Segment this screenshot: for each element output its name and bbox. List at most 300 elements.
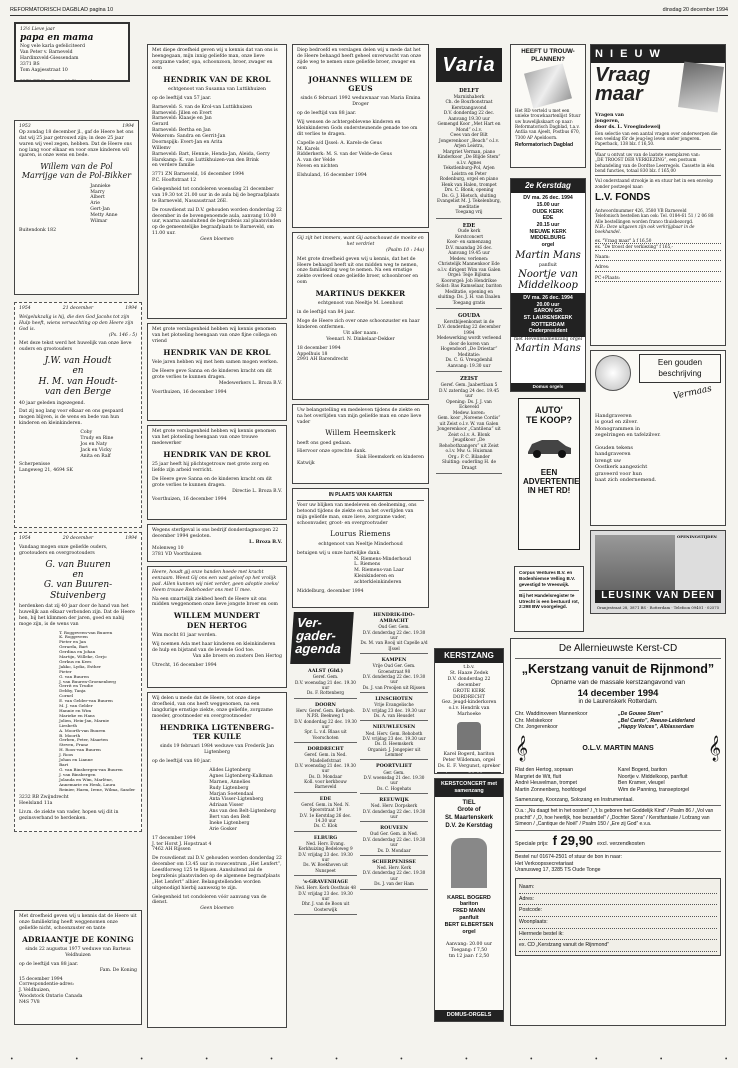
ad-text-2: betuigen wij u onze hartelijke dank. [297, 550, 381, 556]
order-fields [595, 255, 721, 283]
child-name: K. Roggeveen [59, 634, 88, 640]
ad-text-3: Dat zij nog lang voor elkaar en ons gespaard mogen blijven, is de wens en bede van hun kinderen en kleinkinderen. [19, 409, 124, 427]
child-name: Marieke en Hans [59, 712, 95, 718]
ad-text-2: Wij noemen Ada met haar kinderen en kleinkinderen de hulp en bijstand van de levende God toe. [152, 642, 276, 653]
child-name: M. J. van Gelder [59, 703, 93, 709]
kerstconcert-footer: DOMUS-ORGELS [435, 1010, 503, 1021]
choir-row-cell: Chr. Waddinxveen Mannenkoor [515, 710, 588, 717]
soloist-row-cell: Riat den Hertog, sopraan [515, 767, 573, 774]
kerstdag-body-3: DV ma. 26 dec. 1994 20.00 uur SARON GR ST. LAURENSKERK ROTTERDAM Onderpresident [511, 293, 585, 337]
divider [294, 792, 357, 793]
year-left: 1954 [19, 536, 31, 541]
order-line-2[interactable]: ex. "De troost der verkiezing" f 165,- [595, 244, 721, 250]
kerst-cd-ad [510, 638, 726, 1026]
agenda-entry [294, 668, 357, 699]
kerstzang-body: t.b.v. St. Haaze Zedek D.V. donderdag 22 december GROTE KERK DORDRECHT Gez. jeugd-kinderkoren o.l.v. Hendrik van Marhoeke [441, 665, 497, 718]
family-member: Gerard [152, 122, 169, 128]
soloist-row-cell: André Heuvelman, trompet [515, 780, 577, 787]
kerstdag-body-4: met Hevelinsamenzang orgel [513, 337, 583, 343]
varia-entry-ede [436, 223, 502, 310]
soloist-row [515, 787, 721, 794]
family-member: M. Karels [297, 146, 320, 152]
family-member: Ridderkerk: M. S. van der Velde-de Geus [297, 152, 392, 158]
footer-mark: • [334, 1056, 339, 1063]
price-value: f 29,90 [552, 832, 594, 848]
child-name: H. Roos-van Buuren [59, 747, 101, 753]
kerstconcert-body: TIEL Grote of St. Maartenskerk D.V. 2e Kerstdag [444, 799, 494, 829]
child-name: Steven, Franz [59, 742, 88, 748]
child-name: Cornel [59, 693, 74, 699]
choir-row-cell: „Bel Canto”, Reeuw-Leiderland [618, 717, 695, 724]
choir-row [515, 711, 721, 718]
order-form-field[interactable]: ex. CD „Kerstzang vanuit de Rijnmond” [519, 940, 717, 952]
varia-entry-details: Oude kerk Kerstconcert Koor- en samenzang D.V. maandag 26 dec. Aanvang 19.45 uur Medew. verlenen: Christelijk Mannenkoor Ede o.l.v. dirigent Wim van Galen Orgel: Teije Bijlsma Koororgel: Job Hendrikse Solist: Bas Ramselaar, bariton Meditatie, opening en sluiting: Ds. J. H. van Daalen Toegang gratis [436, 229, 502, 306]
ad-sub: echtgenoot van Susanna van Luttikhuizen [168, 86, 266, 92]
agenda-entry [360, 657, 428, 693]
agenda-entry [294, 835, 357, 876]
agenda-entry-details: Vrije Oud Ger. Gem. Groenstraat 98 D.V. donderdag 22 dec. 19.30 uur Ds. J. van Prooijen uit Rijssen [362, 663, 426, 690]
ad-text: Vandaag mogen onze geliefde ouders, grootouders en overgrootouders [19, 544, 108, 556]
ad-sub: sinds 22 augustus 1977 weduwe van Barteus Veldhuizen [25, 947, 131, 958]
agenda-entry-place: ELBURG [313, 834, 338, 841]
opening-hours [677, 535, 721, 591]
footer-mark: • [464, 1056, 469, 1063]
child-name: Liesbeth [59, 722, 77, 728]
child-name: Hannie en Wim [59, 708, 92, 713]
agenda-entry-details: Ned. Herv. Kerk D.V. donderdag 22 dec. 19.30 uur Ds. J. van der Ham [362, 865, 426, 887]
ad-text-2: Gelegenheid tot condoleren woensdag 21 december van 19.30 tot 21.00 uur in de aula bij de begraafplaats te Barneveld, Nassaustraat 26E. [152, 187, 280, 204]
child-name: Wilmar [90, 218, 108, 224]
child-name: Annemarie en Henk, Laura [59, 781, 116, 787]
funeral-ad-ligtenberg [147, 692, 287, 1028]
deceased-name: HENDRIK VAN DE KROL [163, 449, 271, 459]
agenda-entry-place: REEUWIJK [379, 797, 409, 803]
order-form-field[interactable]: Postcode: [519, 905, 717, 917]
ad-text-2: De rouwdienst zal D.V. gehouden worden donderdag 22 december om 13.45 uur in rouwcentrum „Het Lenfert”, Leesfdorweg 125 te Rijssen. Aansluitend zal de begrafenis plaatsvinden op de algemene begraafplaats „Het Lenfert” alhier. Belangstellenden worden uitgenodigd hierbij aanwezig te zijn. [152, 856, 282, 891]
child-name: Jakko, Lydia, Esther [59, 663, 101, 669]
varia-entry-details: Marnixhaberk Ch. de Bourbonstraat Kerstzangavond D.V. donderdag 22 dec. Aanvang 19.30 uur Gemengd Koor „Met Hart en Mond” o.l.v. Cees van der Bilt Jongerenkoor „Beach” o.l.v. Arjen Leistra, Margriet Verman, piano Kinderkoor „De Blijde Stem” o.l.v. Agnes Tekstlenburg-Pol, Arjen Leistra en Peter Rodenburg, orgel en piano Henk van Halen, trompet Drs. C. Blonk, opening Ds. G. J. Hietsch, sluiting Evangelist M. J. Tekelenburg, meditatie Toegang vrij [436, 94, 502, 216]
header-right: dinsdag 20 december 1994 [662, 7, 728, 14]
ad-quote: Heere, houdt gij onze handen hoede met kracht eenzaam. Weest Gij ons een vast geloof op het vrolijk pad. Allen kunnen wij niet verder, geen adoptie zoeks/ Neem trouwe Redehoeder ons met U mee. [152, 570, 279, 593]
family-member: Harskamp: K. van Luttikhuizen-van den Brink [152, 157, 259, 163]
family-member: Ans van den Belt-Ligtenberg [209, 809, 276, 815]
ad-address: 3771 ZN Barneveld, 16 december 1994 P.C. Hooftstraat 12 [152, 172, 245, 184]
family-member: Adriaan Visser [209, 803, 244, 809]
nieuw-banner: N I E U W [591, 45, 725, 63]
funeral-ad-dekker [292, 232, 429, 400]
kerstzang-aanvang [437, 772, 501, 774]
divider [436, 218, 502, 219]
varia-entry-delft [436, 88, 502, 219]
cd-sub: Opname van de massale kerstzangavond van [550, 678, 686, 686]
ad-text-2: Moge de Heere zich over onze schoonzuster en haar kinderen ontfermen. [297, 319, 420, 331]
footer-mark: • [594, 1056, 598, 1063]
child-name: Jolien, Hein-Jan, Marnie [59, 717, 110, 723]
divider [360, 692, 428, 693]
footer-mark: • [269, 1056, 274, 1063]
child-name: J. van Buuren-Groenenberg [59, 678, 116, 684]
funeral-ad-krol-colleagues [147, 323, 287, 421]
fonds-address: Antwoordnummer 426, 3580 VB Barneveld Telefonisch bestellen kan ook: Tel. 0184-61 51 / 2 06 88 Alle bestellingen worden franco thuisbezorgd. [595, 207, 714, 224]
agenda-entry-place: HENDRIK-IDO-AMBACHT [373, 612, 415, 625]
order-field[interactable]: Naam: [595, 255, 721, 262]
birthday-ad-lines [20, 27, 124, 74]
varia-entry-details: Geref. Gem. Jaabertlaan 5 D.V. zaterdag 24 dec. 19.45 uur Opening: Ds. J. J. van Eckeveld Medew. koren: Gem. koor „Noreene Cordis” uit Zeist o.l.v. W. van Galen Jongerenkoor „Cantilena” uit Zeist o.l.v. A. Blonk Jeugdkoor „De Rehobothzangers” uit Zeist o.l.v. Mw. G. Huisman Org.: P. C. Bilander Sluiting: ouderling H. de Draagt [437, 383, 501, 471]
agenda-entry-details: Oud Ger. Gem. in Ned. D.V. donderdag 22 dec. 19.30 uur Ds. D. Mondaar [362, 831, 426, 853]
order-field[interactable]: Adres: [595, 265, 721, 272]
agenda-entry-place: ROUVEEN [380, 825, 408, 832]
footer-mark: • [529, 1056, 534, 1063]
agenda-entry [360, 612, 428, 654]
family-member: Marjan Soetendaal [209, 791, 254, 797]
kerstdag-artist: Martin Mans [515, 250, 581, 262]
divider [294, 831, 357, 832]
agenda-entry-place: SCHERPENISSE [372, 858, 416, 865]
soloist-row-cell: Martin Zonnenberg, hoofdorgel [515, 787, 587, 794]
child-name: Pieter [59, 668, 72, 674]
ad-sub: echtgenoot van Neeltje M. Leenhout [317, 301, 404, 307]
ad-signature: Siak Heemskerk en kinderen [356, 455, 424, 461]
ad-footer: Utrecht, 16 december 1994 [152, 662, 217, 668]
kerstconcert-names: KAREL BOGERD bariton FRED MANN panfluit BERT ELBERTSEN orgel [444, 894, 494, 936]
deceased-name: HENDRIKA LIGTENBERG- TER KUILE [159, 722, 275, 741]
child-name: Albert [90, 195, 105, 201]
agenda-entry [360, 797, 428, 822]
closure-notice [147, 524, 287, 562]
corpus-body: Corpus Ventures B.V. en Bodenhiemse Velling B.V. gevestigd te Vreeswijk. [519, 570, 575, 587]
price-label: Speciale prijs: [515, 840, 549, 847]
header-left: REFORMATORISCH DAGBLAD pagina 10 [10, 7, 114, 14]
family-member: Barneveld: Klaasje en Jan [152, 116, 212, 122]
agenda-list-right [360, 612, 428, 893]
cd-price-row [515, 833, 721, 850]
agenda-entry [294, 879, 357, 915]
kerstdag-title: 2e Kerstdag [511, 179, 585, 193]
agenda-entry [294, 702, 357, 743]
agenda-entry-place: DOORN [315, 701, 336, 708]
footer-mark: • [399, 1056, 404, 1063]
kerstdag-body: DV ma. 26 dec. 1994 15.00 uur OUDE KERK EDE 20.15 uur NIEUWE KERK MIDDELBURG orgel [523, 195, 573, 248]
child-name: G. van Binsbergen-van Buuren [59, 766, 123, 772]
kerstzang-names: Karel Bogerd, bariton Peter Wildeman, orgel Ds. E. F. Vergunst, spreker [437, 752, 501, 769]
footer-mark: • [659, 1056, 663, 1063]
soloist-row [515, 774, 721, 781]
order-form-field[interactable]: Woonplaats: [519, 917, 717, 929]
soloist-row-cell: Margriet de Wit, fluit [515, 773, 562, 780]
anniversary-ad-buuren [14, 532, 142, 832]
kerstdag-artist-2: Noortje van Middelkoop [518, 269, 578, 292]
ad-sub: sinds 19 februari 1984 weduwe van Frederik Jan Ligtenberg [159, 744, 274, 756]
kerstconcert-aanvang: Aanvang: 20.00 uur Toegang: f 7,50 tm 12 jaar: f 2,50 [446, 941, 492, 959]
divider [360, 653, 428, 654]
child-name: Jos en Naty [80, 441, 108, 447]
trouwplannen-ad [510, 44, 586, 168]
child-name: J. van Binsbergen [59, 771, 96, 777]
cd-genres: Samenzang, Koorzang, Solozang en Instrumentaal. [515, 796, 634, 803]
child-name: B. Moorth [59, 732, 81, 738]
order-field[interactable]: PC+Plaats: [595, 276, 721, 283]
child-name: Pieter en Jan [59, 639, 87, 645]
opening-hours-title: OPENINGSTIJDEN [677, 534, 717, 539]
book-cover-image [678, 62, 724, 113]
order-form [515, 878, 721, 956]
auto-ad [518, 398, 580, 550]
divider [360, 720, 428, 721]
family-member: Barneveld: Bertha en Jan [152, 128, 211, 134]
child-name: Marry [90, 189, 105, 195]
divider [360, 759, 428, 760]
birthday-footer [20, 80, 124, 82]
divider [360, 793, 428, 794]
agenda-entry-details: Ned. Herv. Dorpskerk D.V. donderdag 22 dec. 19.30 uur [362, 803, 426, 819]
year-right: 1994 [122, 124, 134, 129]
ad-footer: 18 december 1994 Appelhuis 18 2991 AH Barendrecht [297, 345, 349, 363]
auto-title: AUTO' TE KOOP? [525, 405, 572, 425]
trouw-title: HEEFT U TROUW- PLANNEN? [521, 48, 575, 63]
deceased-name: JOHANNES WILLEM DE GEUS [308, 74, 413, 93]
deceased-name: HENDRIK VAN DE KROL [163, 347, 271, 357]
soloist-row-cell: Wim de Panning, transeptorgel [618, 787, 690, 794]
family-member: A. van der Velde [297, 158, 336, 164]
birthday-line: Van Peter v. Barneveld [20, 50, 73, 56]
kerstconcert-ad [434, 778, 504, 1022]
birthday-line: 3371 BS [20, 62, 40, 68]
ad-footer: Voorthuizen, 16 december 1994 [152, 497, 227, 503]
deceased-name: ADRIAANTJE DE KONING [22, 934, 134, 944]
soloist-row-cell: Karel Bogerd, bariton [618, 767, 668, 774]
vraag-text: Een selectie van een aantal vragen over onderwerpen die een veeldag för de jeug-leg leven onder jongeren. Paperback, 138 blz. f 16,50. [595, 130, 718, 147]
trouw-footer: Reformatorisch Dagblad [515, 142, 574, 149]
divider [436, 473, 502, 474]
agenda-entry-place: KAMPEN [381, 657, 407, 664]
family-member: Doornspijk: Evert-Jan en Arita [152, 139, 223, 145]
family-member: Bert van den Belt [209, 815, 251, 821]
family-member: Rudy Ligtenberg [209, 785, 249, 791]
ad-age: op de leeftijd van 80 jaar. [152, 759, 212, 765]
soloist-row [515, 767, 721, 774]
order-form-field[interactable]: Adres: [519, 894, 717, 906]
kerstdag-artist-3: Martin Mans [515, 342, 581, 354]
divider [436, 308, 502, 309]
ad-text-3: De Heere geve Sanna en de kinderen kracht om dit grote verlies te kunnen dragen. [152, 368, 272, 380]
funeral-ad-krol-family [147, 44, 287, 319]
agenda-list-left [294, 668, 357, 918]
family-member: M. Riemens-van Laar [354, 568, 404, 574]
divider [294, 698, 357, 699]
date-mid: 21 december [62, 306, 94, 311]
agenda-entry-place: NIEUWLEUSEN [372, 724, 416, 731]
agenda-entry-place: EDE [319, 795, 332, 802]
birthday-line: Tom Aapjesstraat 10 [20, 67, 68, 73]
ad-quote-ref: (Psalm 10 : 14a) [386, 247, 424, 253]
child-name: Trudy en Rine [80, 435, 114, 441]
order-line-1[interactable]: ex. "Vraag maar" à f 16,50 [595, 238, 721, 244]
family-member: Wekerom: Sandra en Gerrit-Jan [152, 134, 226, 140]
ad-signature: Uit aller naam: Veenarl. N. Dinkelaar-Dekker [326, 330, 395, 342]
cd-place: in de Laurenskerk Rotterdam. [578, 699, 658, 706]
deceased-name: Lourus Riemens [330, 529, 391, 538]
leusink-address: Oranjestraat 28, 3871 BS · Rotterdam · Telefoon 09401 · 02575 [596, 605, 720, 611]
divider [360, 821, 428, 822]
child-name: Gerarda, Bart [59, 644, 88, 650]
ad-signature: Geen bloemen [200, 906, 234, 912]
child-name: Gert-Jan [90, 207, 110, 213]
shop-photo [595, 535, 675, 591]
leusink-ad [590, 530, 726, 614]
ad-text-2: herdenken dat zij 40 jaar door de hand van het huwelijk aan elkaar verbonden zijn. Dat de Heere hen, bij het klimmen der jaren, goed en nabij moge zijn, is de wens van [19, 604, 135, 627]
child-name: Johan en Lianne [59, 757, 93, 763]
ad-text: Na een smartelijk ziekbed heeft de Heere uit ons midden weggenomen onze lieve jongste broer en oom [152, 596, 278, 608]
vraag-sub: Vragen van jongeren, door ds. L. Vroegindeweij [595, 113, 661, 130]
ad-footer: 3232 RB Zwijndrecht Heelsland 11a [19, 795, 69, 807]
treble-clef-icon: 𝄞 [515, 735, 529, 761]
gouden-ad [590, 350, 726, 526]
ad-footer: Katwijk [297, 461, 315, 467]
kerstzang-ad [434, 648, 504, 774]
order-text: Vul onderstaand strookje in en stuur het in een envelop zonder postzegel naar: [595, 178, 714, 189]
family-member: Alides Ligtenberg [209, 768, 251, 774]
family-member: Kleinkinderen en achterkleinkinderen [354, 574, 402, 586]
kerstdag-footer: Domus orgels [511, 383, 585, 391]
psalm-quote: Welgelukzalig is hij, die den God Jacobs tot zijn Hulp heeft, wiens verwachting op den Heere zijn God is. [19, 314, 134, 332]
ad-age: in de leeftijd van 84 jaar. [297, 310, 355, 316]
footer-mark: • [724, 1056, 728, 1063]
funeral-ad-koning [14, 910, 142, 1025]
child-name: Metty Anne [90, 213, 118, 218]
psalm-ref: (Ps. 146 : 5) [109, 332, 137, 338]
agenda-entry-place: LINSCHOTEN [375, 696, 413, 703]
family-member: Willemv [152, 145, 171, 151]
agenda-entry-details: Ned. Herv. Gem. Rehoboth D.V. vrijdag 23 dec. 19.30 uur Ds. D. Heemskerk Organist: J. Jongepier uit Lemmer [362, 730, 426, 757]
kerstzang-title: KERSTZANG [435, 649, 503, 663]
funeral-ad-hertog [147, 566, 287, 688]
year-right: 1994 [125, 306, 137, 311]
cd-conductor: O.L.V. MARTIN MANS [582, 744, 654, 752]
family-list [297, 141, 424, 170]
ad-footer: Voorthuizen, 16 december 1994 [152, 389, 227, 395]
order-form-field[interactable]: Hierrnede bestel ik: [519, 929, 717, 941]
divider [360, 855, 428, 856]
ad-text-2: 40 jaar geleden ingezegend. [19, 400, 86, 406]
varia-entry-place: EDE [462, 222, 476, 229]
ad-signature: L. Broza B.V. [249, 539, 282, 545]
ad-text-2: 25 jaar heeft hij plichtsgetrouw met grote zorg en liefde zijn arbeid verricht. [152, 462, 269, 473]
family-member: Barneveld: S. van de Krol-van Luttikhuizen [152, 104, 253, 110]
family-member: Agnes Ligtenberg-Kalkman [209, 773, 273, 779]
gouden-title: Een gouden beschrijving [639, 354, 721, 383]
ring-logo [595, 355, 631, 391]
soloist-list [515, 767, 721, 794]
order-form-field[interactable]: Naam: [519, 882, 717, 894]
divider [294, 914, 357, 915]
cd-songs: O.a.: „Nu daagt het in het oosten” / „'t Is geboren het Goddelijk Kind” / Psalm 86 / „Vol van prachtt” / „O, hoe heerlijk, hoe bezaetdel” / „Dochter Sions” / Kerstfantasie / Lofzang van Simeon / „Cantique de Noël” / Psalm 150 / „Ere zij God” e.v.a. [515, 808, 714, 828]
gouden-text: Handgraveren is goud en zilver. Monogrammen in zegelringen en tafelzilver. Gouden tekens handgraveren brengt uw Oostkerk aangezicht graveerd voor hun baat zich ondernemend. [595, 413, 661, 483]
ad-age: op de leeftijd van 88 jaar. [297, 111, 357, 117]
ad-signature: Geen bloemen [200, 237, 234, 243]
couple-names: G. van Buuren en G. van Buuren-Stuivenberg [43, 559, 113, 601]
ad-age: op de leeftijd van 57 jaar. [152, 95, 212, 101]
child-name: Jannieke [90, 183, 111, 189]
kerstdag-ad [510, 178, 586, 392]
corpus-notice [514, 566, 584, 632]
title2: Waar u ontvat uw van de laatste exemplaren van: „DE TROOST DER VERKIEZING”, een postuum behandeling van de Dordtse Leerregels. Cassette in één bond functies, totaal 830 blz. f 165,00 [595, 151, 715, 173]
agenda-entry [360, 763, 428, 794]
page-footer-marks [10, 1056, 728, 1064]
year-left: 1954 [19, 306, 31, 311]
birthday-line: papa en mama [20, 32, 94, 43]
agenda-entry-details: Geref. Gem. in Ned. N. Spoorstraat 19 D.V. 1e Kerstdag 26 dec. 14.30 uur Ds. C. Klok [299, 801, 352, 829]
family-member: Neven en nichten [297, 164, 339, 170]
ad-age: Wim mocht 81 jaar worden. [152, 633, 217, 639]
child-name: Jack en Vicky [80, 447, 112, 453]
thanks-ad-riemens [292, 488, 429, 608]
date-mid: 20 december [62, 536, 94, 541]
child-name: Martijn, Willeke, Gerjo [59, 654, 107, 660]
ad-text: Met grote verslagenheid hebben wij kennis genomen van het plotseling heengaan van onze trouwe medewerker [152, 429, 276, 446]
agenda-entry [360, 696, 428, 721]
agenda-entry-place: DORDRECHT [307, 746, 344, 752]
child-name: Jolanda en Wim, Marlène, [59, 776, 113, 782]
ad-signature: Fam. De Koning [99, 967, 137, 973]
choir-row-cell: Chr. Jongerenkoor [515, 724, 558, 731]
agenda-entry-details: Oud Ger. Gem. D.V. donderdag 22 dec. 19.30 uur Ds. M. van Rooij uit Capelle a/d IJssel [360, 624, 428, 651]
ad-text: Wij delen u mede dat de Heere, tot onze diepe droefheid, van ons heeft weggenomen, na een langdurige ernstige ziekte, onze geliefde, zorgzame moeder, grootmoeder en overgrootmoeder [152, 696, 273, 719]
trouw-body: Het RD verteld u met een unieke trouwkaartenlijst Stuur uw huwelijkskaart op naar: Reformatorisch Dagblad, t.a.v. Antlia van Ajeelt, Postbus 670, 7300 AP Apeldoorn. [515, 107, 581, 140]
cd-header: De Allernieuwste Kerst-CD [558, 643, 678, 654]
couple-names: Willem van de Pol Marrijge van de Pol-Bikker [21, 162, 132, 181]
choir-row-cell: „De Gouwe Stem” [618, 710, 663, 717]
car-icon [524, 432, 574, 460]
agenda-entry-details: Herv. Geref. Gem. Kerkgeb. N.P.R. Beekweg 1 D.V. donderdag 22 dec. 19.30 uur Spr. L. v.d. Blaas uit Voorschoten [294, 707, 357, 740]
ad-signature: Medewerkers L. Broza B.V. [218, 380, 282, 386]
children-list [19, 184, 134, 225]
varia-entry-details: Kerstbijeenkomst in de D.V. donderdag 22 december 1994 Medewerking wordt verleend door de koren van Hogendoorl „De Driestar” Meditatie: Ds. C. G. Vreugdenhil Aanvang: 19.30 uur [436, 319, 502, 369]
deceased-name: MARTINUS DEKKER [315, 289, 406, 298]
anniversary-ad-pol [14, 120, 139, 295]
ad-footer: Molenweg 10 3781 VD Voorthuizen [152, 545, 202, 557]
child-name: Gerdina en Johan [59, 649, 96, 655]
footer-mark: • [139, 1056, 144, 1063]
birthday-line: 13½ Lieve jaar [20, 27, 55, 32]
deceased-name: Willem Heemskerk [325, 428, 396, 437]
church-photo [451, 838, 487, 888]
treble-clef-icon-2: 𝄞 [707, 735, 721, 761]
cd-address: Het Verkoopssecretariaat Uranusweg 17, 3285 TS Oude Tonge [515, 860, 601, 874]
ad-footer: Scherpenisse Langeweg 21, 4694 SK [19, 462, 73, 474]
child-name: Anita en Ralf [80, 453, 111, 459]
agenda-title: Ver- gader- agenda [290, 612, 354, 664]
family-member: Arie Gosker [209, 826, 237, 832]
family-list [297, 557, 424, 586]
family-list [152, 105, 282, 170]
family-member: Barneveld: Jillen en Evert [152, 110, 212, 116]
agenda-entry-details: Geref. Gem. D.V. woensdag 21 dec. 19.30 uur Ds. F. Rottenberg [295, 674, 356, 696]
ad-text: Met grote droefheid geven wij u kennis, dat het de Heere behaagd heeft uit ons midden weg te nemen, onze familiekring weg te nemen. Na een ernstige ziekte overleed onze geliefde broer, schoonbroer en oom [297, 256, 419, 286]
thanks-ad-heemskerk [292, 404, 429, 484]
choir-list [515, 711, 721, 731]
agenda-entry [294, 796, 357, 832]
auto-body: EEN ADVERTENTIE IN HET RD! [523, 467, 580, 496]
gouden-logo: Vermaas [672, 383, 713, 402]
child-name: Gerkus en Kees [59, 658, 92, 664]
varia-entry-place: ZEIST [460, 376, 478, 383]
year-left: 1953 [19, 124, 31, 129]
agenda-entry-details: Ned. Herv. Evang. Kerkhuizing Bedeloweg 9 D.V. vrijdag 23 dec. 19.30 uur Ds. W. Boekhoven uit Nunspeet [298, 840, 353, 873]
wedding-card-image [524, 63, 572, 108]
footer-mark: • [74, 1056, 79, 1063]
family-member: L. Riemens [354, 562, 381, 568]
ad-text-2: Wij wensen de achtergeblevene kinderen en kleinkinderen Gods ondersteunende genade toe om dit verlies te dragen. [297, 120, 418, 137]
